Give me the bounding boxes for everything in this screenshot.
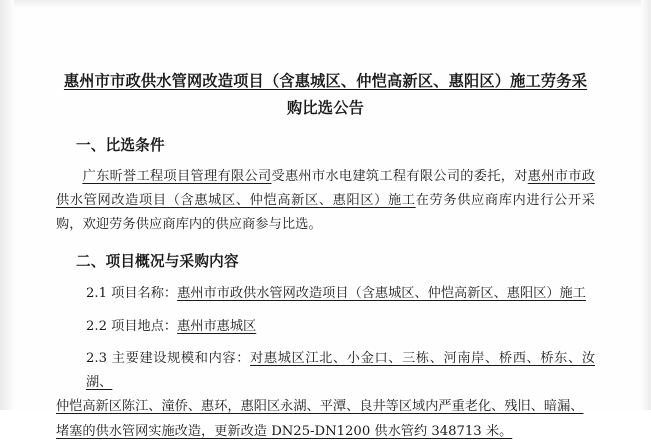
item-2-2: [56, 315, 595, 339]
project-name-inline: 惠州市市政供水管网改造项目（含惠城区、仲恺高新区、惠阳区）施工: [56, 168, 595, 208]
section-1-paragraph-tail: 在劳务供应商库内进行公开采购，欢迎劳务供应商库内的供应商参与比选。: [56, 192, 595, 232]
item-2-1: [56, 282, 595, 306]
item-2-2-label: 2.2 项目地点：: [86, 318, 178, 334]
item-2-3-value-line2: 仲恺高新区陈江、潼侨、惠环，惠阳区永湖、平潭、良井等区域内严重老化、残旧、暗漏、: [56, 399, 584, 415]
section-1-paragraph: [56, 165, 595, 237]
item-2-2-value: 惠州市惠城区: [177, 318, 257, 334]
bid-agent-name: 广东昕誉工程项目管理有限公司: [82, 168, 272, 184]
item-2-1-label: 2.1 项目名称：: [86, 285, 178, 301]
page-title: [56, 0, 595, 121]
item-2-3-value-line1: 对惠城区江北、小金口、三栋、河南岸、桥西、桥东、汝湖、: [86, 351, 595, 391]
page-title-line1: 惠州市市政供水管网改造项目（含惠城区、仲恺高新区、惠阳区）施工劳务采: [63, 72, 588, 90]
item-2-3-value-line3: 堵塞的供水管网实施改造，更新改造 DN25-DN1200 供水管约 348713 米。: [56, 423, 513, 439]
section-heading-2: 二、项目概况与采购内容: [76, 252, 239, 270]
item-2-3: [56, 347, 595, 443]
item-2-3-label: 2.3 主要建设规模和内容：: [86, 351, 251, 367]
item-2-1-value: 惠州市市政供水管网改造项目（含惠城区、仲恺高新区、惠阳区）施工: [177, 285, 586, 301]
page-title-line2: 购比选公告: [287, 98, 364, 117]
section-heading-1: 一、比选条件: [76, 137, 165, 155]
section-1-paragraph-mid: 受惠州市水电建筑工程有限公司的委托，对: [271, 168, 528, 184]
